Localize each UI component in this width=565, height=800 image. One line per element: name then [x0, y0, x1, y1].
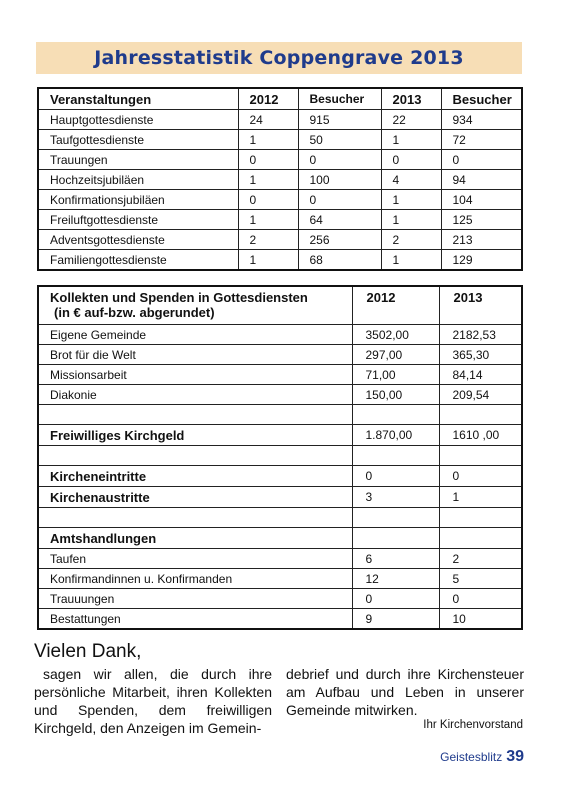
table-row [38, 345, 522, 365]
table-row [38, 130, 522, 150]
column-header: Veranstaltungen [38, 88, 238, 110]
empty-row [38, 446, 522, 466]
title-banner [36, 42, 522, 74]
table-cell: Kircheneintritte [38, 466, 352, 487]
table-row [38, 210, 522, 230]
thanks-text-col1: sagen wir allen, die durch ihre persönliche Mitarbeit, ihren Kollekten und Spenden, dem freiwilligen Kirchgeld, den Anzeigen im Gemein- [34, 666, 272, 736]
table-cell: Kirchenaustritte [38, 487, 352, 508]
table-cell: Familiengottesdienste [38, 250, 238, 271]
collections-header-title: Kollekten und Spenden in Gottesdiensten [50, 290, 308, 305]
empty-row [38, 508, 522, 528]
table-cell [38, 405, 352, 425]
collections-header-note: (in € auf-bzw. abgerundet) [54, 305, 215, 320]
table-cell: 84,14 [439, 365, 522, 385]
table-cell: 10 [439, 609, 522, 630]
table-row [38, 190, 522, 210]
table-cell: Trauuungen [38, 589, 352, 609]
table-row [38, 170, 522, 190]
table-cell: 1 [238, 130, 298, 150]
thanks-heading: Vielen Dank, [34, 641, 142, 662]
table-cell: 915 [298, 110, 381, 130]
collections-table-body [38, 325, 522, 630]
table-cell: Hauptgottesdienste [38, 110, 238, 130]
table-cell: 125 [441, 210, 522, 230]
table-cell: 24 [238, 110, 298, 130]
table-cell: 0 [238, 190, 298, 210]
table-cell: 0 [381, 150, 441, 170]
table-cell: 12 [352, 569, 439, 589]
signature: Ihr Kirchenvorstand [423, 719, 523, 731]
table-cell: 6 [352, 549, 439, 569]
table-cell: Taufgottesdienste [38, 130, 238, 150]
page-title: Jahresstatistik Coppengrave 2013 [94, 47, 464, 69]
table-cell: 72 [441, 130, 522, 150]
table-cell: 365,30 [439, 345, 522, 365]
table-cell: 0 [352, 466, 439, 487]
table-cell: Diakonie [38, 385, 352, 405]
table-cell: 68 [298, 250, 381, 271]
table-cell [38, 508, 352, 528]
table-row [38, 230, 522, 250]
thanks-text-col2: debrief und durch ihre Kirchensteuer am Aufbau und Leben in unserer Gemeinde mitwirken. [286, 666, 524, 718]
amtshandlungen-row [38, 528, 522, 549]
page-number: 39 [506, 748, 524, 765]
eintritte-row [38, 466, 522, 487]
table-row [38, 385, 522, 405]
table-cell: 2 [238, 230, 298, 250]
table-cell: Konfirmationsjubiläen [38, 190, 238, 210]
table-cell: 209,54 [439, 385, 522, 405]
table-cell: 64 [298, 210, 381, 230]
table-cell: 1 [381, 130, 441, 150]
table-row [38, 569, 522, 589]
column-header: 2012 [238, 88, 298, 110]
collections-table [37, 285, 523, 630]
table-cell [352, 508, 439, 528]
table-cell: 9 [352, 609, 439, 630]
table-cell [439, 528, 522, 549]
table-cell: 213 [441, 230, 522, 250]
table-row [38, 325, 522, 345]
table-cell: 94 [441, 170, 522, 190]
table-row [38, 110, 522, 130]
magazine-name: Geistesblitz [440, 750, 503, 764]
table-cell: 1 [381, 210, 441, 230]
table-row [38, 365, 522, 385]
column-header: 2013 [439, 286, 522, 325]
table-header-row [38, 286, 522, 325]
table-cell: 4 [381, 170, 441, 190]
table-cell: Adventsgottesdienste [38, 230, 238, 250]
kirchgeld-row [38, 425, 522, 446]
table-cell: 1 [238, 210, 298, 230]
table-cell: Hochzeitsjubiläen [38, 170, 238, 190]
table-cell: Taufen [38, 549, 352, 569]
table-cell: 0 [439, 466, 522, 487]
table-cell: 1610 ,00 [439, 425, 522, 446]
column-header: Besucher [298, 88, 381, 110]
table-cell: Freiluftgottesdienste [38, 210, 238, 230]
table-cell: 1 [238, 250, 298, 271]
table-cell: Trauungen [38, 150, 238, 170]
table-cell: 2 [381, 230, 441, 250]
table-cell: 129 [441, 250, 522, 271]
table-cell: Bestattungen [38, 609, 352, 630]
table-row [38, 150, 522, 170]
collections-header [38, 286, 352, 325]
table-cell: 0 [441, 150, 522, 170]
events-table [37, 87, 523, 271]
table-row [38, 250, 522, 271]
table-cell: 0 [298, 150, 381, 170]
table-cell [439, 446, 522, 466]
column-header: 2012 [352, 286, 439, 325]
table-cell [352, 528, 439, 549]
table-row [38, 609, 522, 630]
table-cell: 50 [298, 130, 381, 150]
table-cell [38, 446, 352, 466]
table-cell: Konfirmandinnen u. Konfirmanden [38, 569, 352, 589]
table-cell: Brot für die Welt [38, 345, 352, 365]
table-cell: 150,00 [352, 385, 439, 405]
table-cell: 1.870,00 [352, 425, 439, 446]
table-cell: 0 [439, 589, 522, 609]
table-cell: 71,00 [352, 365, 439, 385]
table-cell: 256 [298, 230, 381, 250]
column-header: 2013 [381, 88, 441, 110]
empty-row [38, 405, 522, 425]
table-cell: 104 [441, 190, 522, 210]
austritte-row [38, 487, 522, 508]
table-cell: 0 [352, 589, 439, 609]
table-row [38, 549, 522, 569]
table-cell: 1 [381, 190, 441, 210]
table-cell: Eigene Gemeinde [38, 325, 352, 345]
table-cell: 3 [352, 487, 439, 508]
table-row [38, 589, 522, 609]
table-cell: 100 [298, 170, 381, 190]
table-cell [439, 508, 522, 528]
table-cell: 0 [238, 150, 298, 170]
table-cell: 1 [381, 250, 441, 271]
table-cell [439, 405, 522, 425]
table-cell: Missionsarbeit [38, 365, 352, 385]
table-cell [352, 405, 439, 425]
table-cell: 5 [439, 569, 522, 589]
page-footer [440, 748, 524, 766]
table-cell: 1 [439, 487, 522, 508]
table-cell: 22 [381, 110, 441, 130]
table-cell: Amtshandlungen [38, 528, 352, 549]
table-cell: 934 [441, 110, 522, 130]
events-table-body [38, 110, 522, 271]
table-cell [352, 446, 439, 466]
table-cell: Freiwilliges Kirchgeld [38, 425, 352, 446]
table-cell: 3502,00 [352, 325, 439, 345]
table-cell: 297,00 [352, 345, 439, 365]
table-cell: 2 [439, 549, 522, 569]
table-cell: 1 [238, 170, 298, 190]
table-cell: 0 [298, 190, 381, 210]
table-header-row [38, 88, 522, 110]
table-cell: 2182,53 [439, 325, 522, 345]
column-header: Besucher [441, 88, 522, 110]
